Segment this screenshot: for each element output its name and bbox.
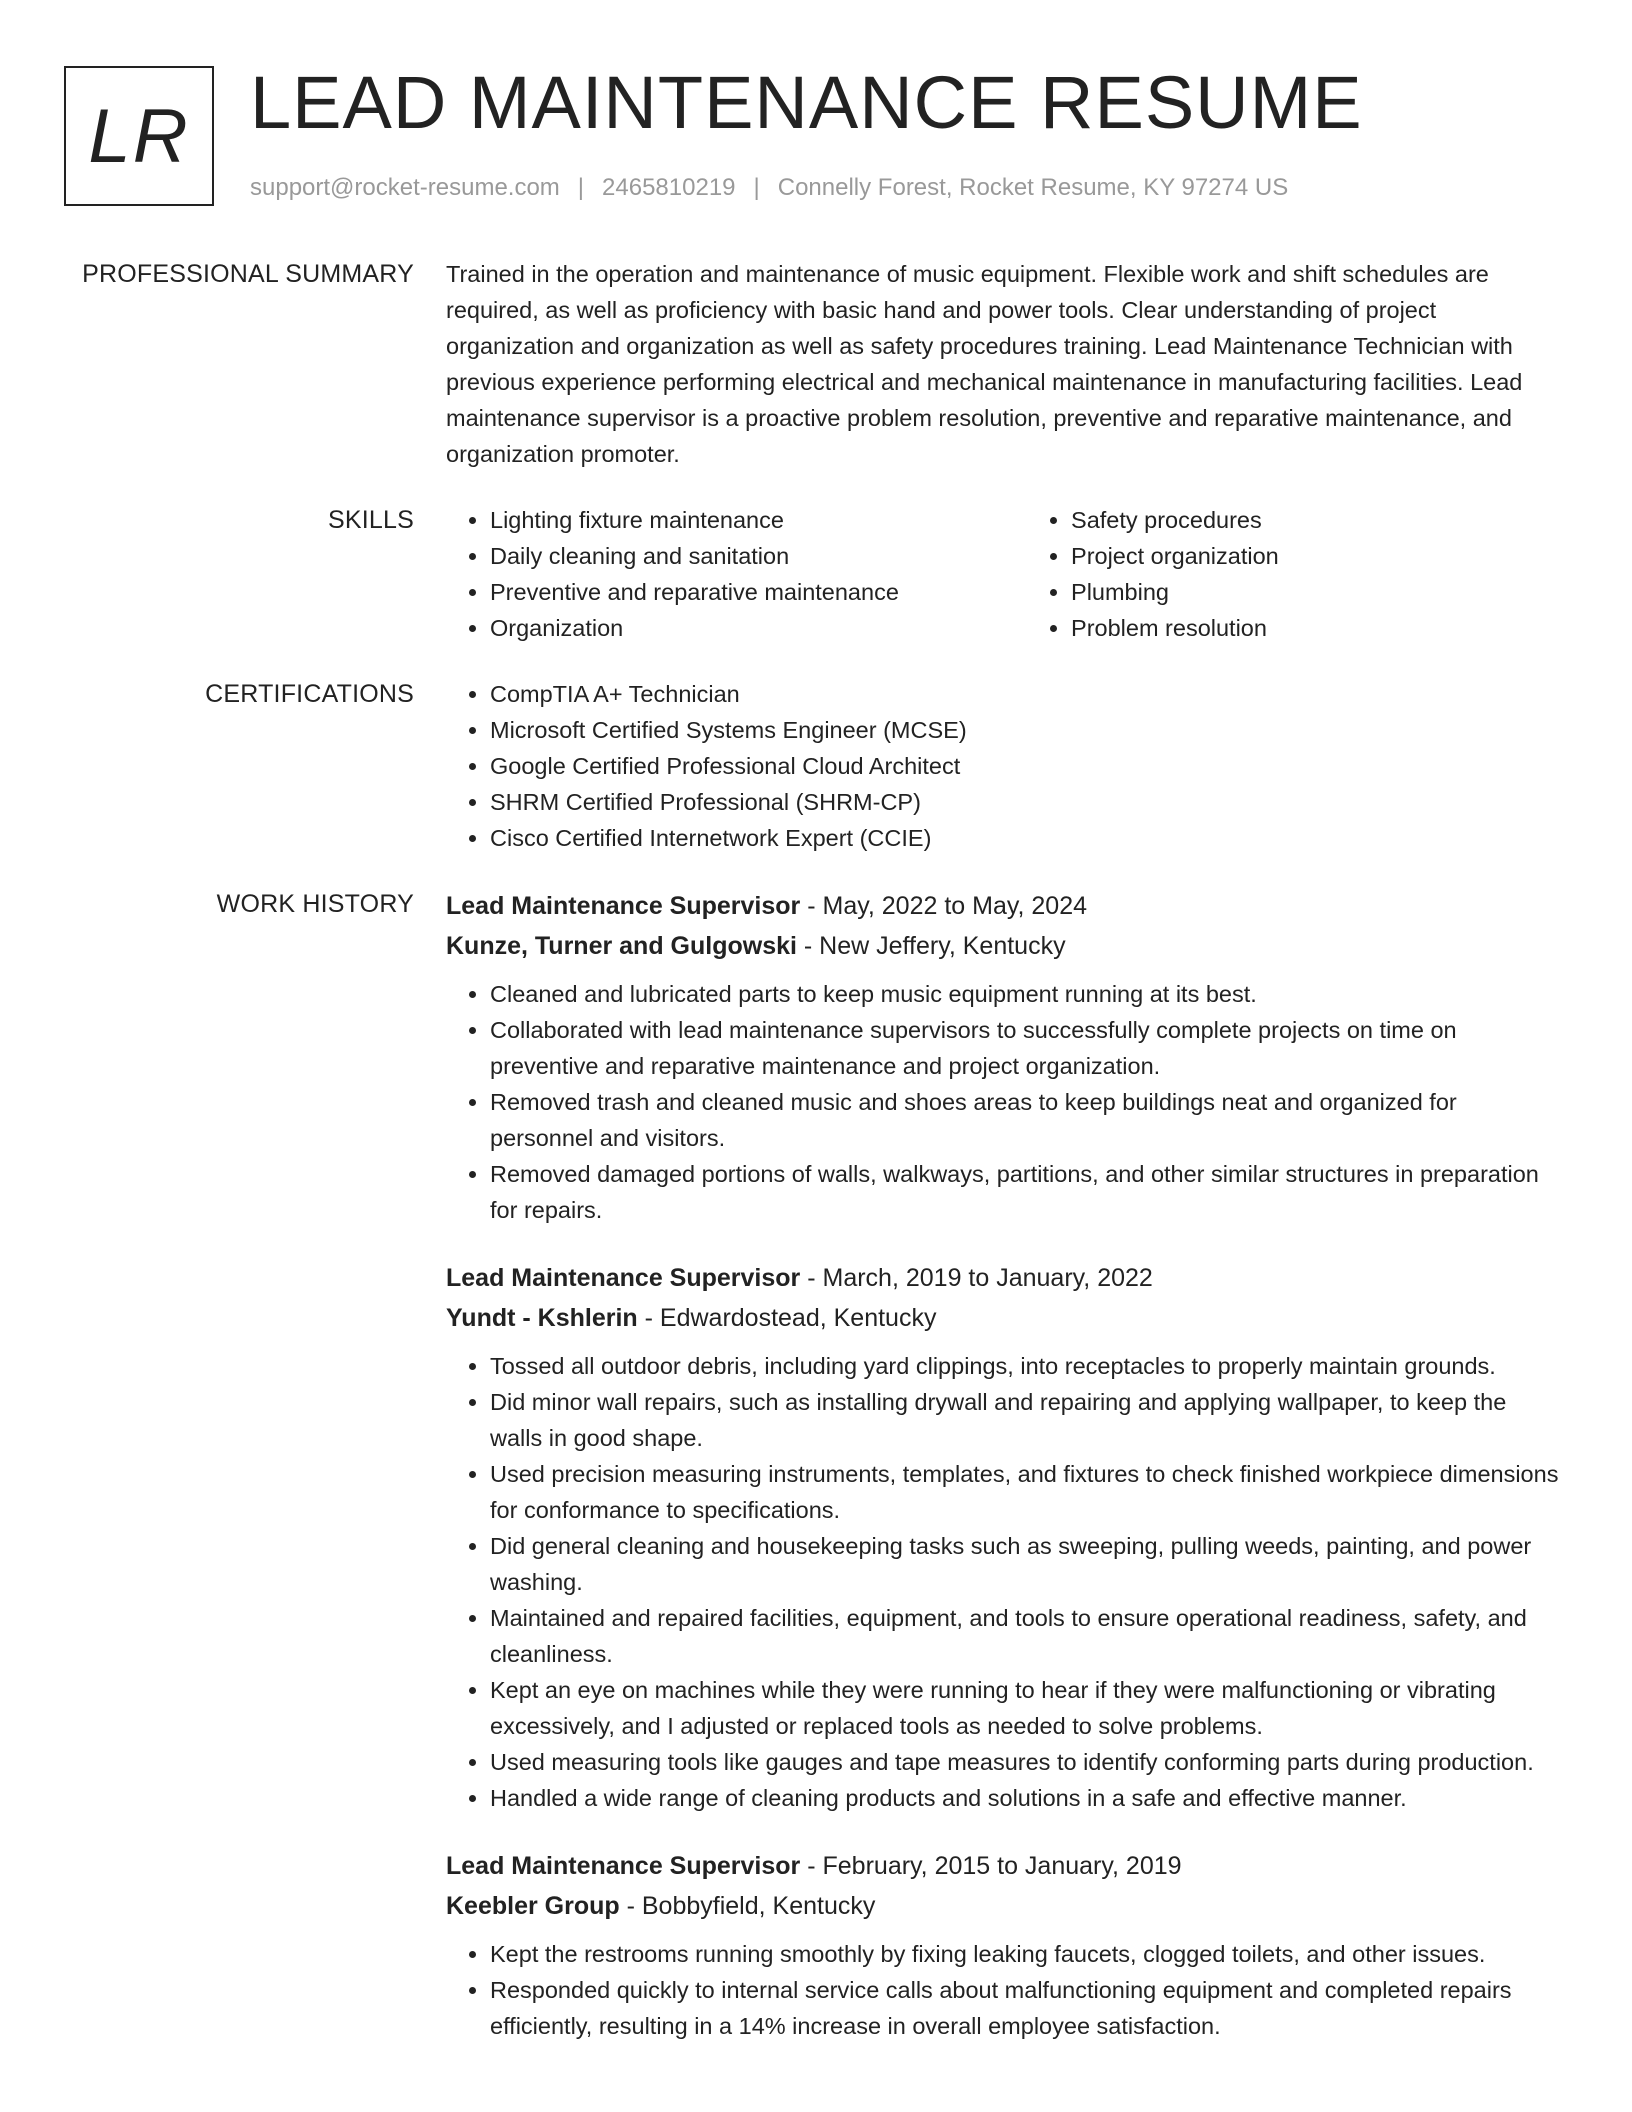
certifications-list	[446, 676, 1561, 856]
job-duty: • Collaborated with lead maintenance supervisors to successfully complete projects on time on preventive and reparative maintenance and project organization.	[490, 1012, 1561, 1084]
section-title-skills: SKILLS	[328, 506, 414, 534]
certification-item: • Cisco Certified Internetwork Expert (CCIE)	[490, 820, 1561, 856]
job-company-line	[446, 1886, 1561, 1926]
job-duty: • Removed trash and cleaned music and shoes areas to keep buildings neat and organized for personnel and visitors.	[490, 1084, 1561, 1156]
job-entry	[446, 1846, 1561, 2044]
monogram-badge	[64, 66, 214, 206]
skills-body	[446, 502, 1561, 646]
job-dates: - February, 2015 to January, 2019	[807, 1852, 1182, 1880]
job-duty: • Kept an eye on machines while they were running to hear if they were malfunctioning or vibrating excessively, and I adjusted or replaced tools as needed to solve problems.	[490, 1672, 1561, 1744]
job-duty: • Did general cleaning and housekeeping tasks such as sweeping, pulling weeds, painting, and power washing.	[490, 1528, 1561, 1600]
section-skills	[0, 502, 1632, 646]
job-duty: • Tossed all outdoor debris, including yard clippings, into receptacles to properly maintain grounds.	[490, 1348, 1561, 1384]
job-duty: • Kept the restrooms running smoothly by fixing leaking faucets, clogged toilets, and other issues.	[490, 1936, 1561, 1972]
job-duties-list	[446, 1936, 1561, 2044]
skill-item: • Plumbing	[1071, 574, 1561, 610]
skills-list-right	[1027, 502, 1561, 646]
job-location: - Bobbyfield, Kentucky	[626, 1892, 876, 1920]
contact-separator: |	[753, 174, 760, 201]
skill-item: • Problem resolution	[1071, 610, 1561, 646]
section-title-summary: PROFESSIONAL SUMMARY	[82, 260, 414, 288]
resume-content	[0, 256, 1632, 2104]
job-duty: • Cleaned and lubricated parts to keep music equipment running at its best.	[490, 976, 1561, 1012]
summary-text: Trained in the operation and maintenance of music equipment. Flexible work and shift schedules are required, as well as proficiency with basic hand and power tools. Clear understanding of project organization and organization as well as safety procedures training. Lead Maintenance Technician with previous experience performing electrical and mechanical maintenance in manufacturing facilities. Lead maintenance supervisor is a proactive problem resolution, preventive and reparative maintenance, and organization promoter.	[446, 261, 1523, 467]
work-history-body	[446, 886, 1561, 2074]
contact-line	[250, 174, 1288, 202]
resume-title: LEAD MAINTENANCE RESUME	[250, 61, 1363, 144]
job-duty: • Responded quickly to internal service calls about malfunctioning equipment and completed repairs efficiently, resulting in a 14% increase in overall employee satisfaction.	[490, 1972, 1561, 2044]
job-entry	[446, 1258, 1561, 1816]
skill-item: • Lighting fixture maintenance	[490, 502, 1027, 538]
job-duty: • Maintained and repaired facilities, equipment, and tools to ensure operational readiness, safety, and cleanliness.	[490, 1600, 1561, 1672]
job-company-line	[446, 1298, 1561, 1338]
contact-email[interactable]: support@rocket-resume.com	[250, 174, 560, 201]
job-role: Lead Maintenance Supervisor	[446, 892, 801, 920]
section-work-history	[0, 886, 1632, 2074]
contact-phone[interactable]: 2465810219	[602, 174, 736, 201]
certification-item: • Google Certified Professional Cloud Architect	[490, 748, 1561, 784]
job-duty: • Removed damaged portions of walls, walkways, partitions, and other similar structures in preparation for repairs.	[490, 1156, 1561, 1228]
job-dates: - March, 2019 to January, 2022	[807, 1264, 1153, 1292]
section-certifications	[0, 676, 1632, 856]
job-duty: • Handled a wide range of cleaning products and solutions in a safe and effective manner.	[490, 1780, 1561, 1816]
job-role-line	[446, 886, 1561, 926]
job-company: Kunze, Turner and Gulgowski	[446, 932, 797, 960]
job-entry	[446, 886, 1561, 1228]
job-location: - Edwardostead, Kentucky	[644, 1304, 937, 1332]
job-company: Keebler Group	[446, 1892, 620, 1920]
monogram-initials: LR	[88, 93, 190, 179]
job-company-line	[446, 926, 1561, 966]
certification-item: • CompTIA A+ Technician	[490, 676, 1561, 712]
contact-address: Connelly Forest, Rocket Resume, KY 97274 US	[777, 174, 1289, 201]
job-role-line	[446, 1258, 1561, 1298]
skill-item: • Safety procedures	[1071, 502, 1561, 538]
skill-item: • Daily cleaning and sanitation	[490, 538, 1027, 574]
job-dates: - May, 2022 to May, 2024	[807, 892, 1088, 920]
certification-item: • Microsoft Certified Systems Engineer (MCSE)	[490, 712, 1561, 748]
section-title-certifications: CERTIFICATIONS	[205, 680, 414, 708]
certification-item: • SHRM Certified Professional (SHRM-CP)	[490, 784, 1561, 820]
section-summary	[0, 256, 1632, 472]
skill-item: • Preventive and reparative maintenance	[490, 574, 1027, 610]
job-duties-list	[446, 1348, 1561, 1816]
job-duty: • Did minor wall repairs, such as installing drywall and repairing and applying wallpaper, to keep the walls in good shape.	[490, 1384, 1561, 1456]
job-company: Yundt - Kshlerin	[446, 1304, 638, 1332]
certifications-body	[446, 676, 1561, 856]
job-duty: • Used precision measuring instruments, templates, and fixtures to check finished workpiece dimensions for conformance to specifications.	[490, 1456, 1561, 1528]
skills-list-left	[446, 502, 1027, 646]
skill-item: • Organization	[490, 610, 1027, 646]
section-title-work-history: WORK HISTORY	[216, 890, 414, 918]
job-location: - New Jeffery, Kentucky	[803, 932, 1066, 960]
job-duty: • Used measuring tools like gauges and tape measures to identify conforming parts during production.	[490, 1744, 1561, 1780]
job-role: Lead Maintenance Supervisor	[446, 1264, 801, 1292]
contact-separator: |	[577, 174, 585, 201]
skill-item: • Project organization	[1071, 538, 1561, 574]
job-role: Lead Maintenance Supervisor	[446, 1852, 801, 1880]
summary-body	[446, 256, 1561, 472]
job-role-line	[446, 1846, 1561, 1886]
job-duties-list	[446, 976, 1561, 1228]
